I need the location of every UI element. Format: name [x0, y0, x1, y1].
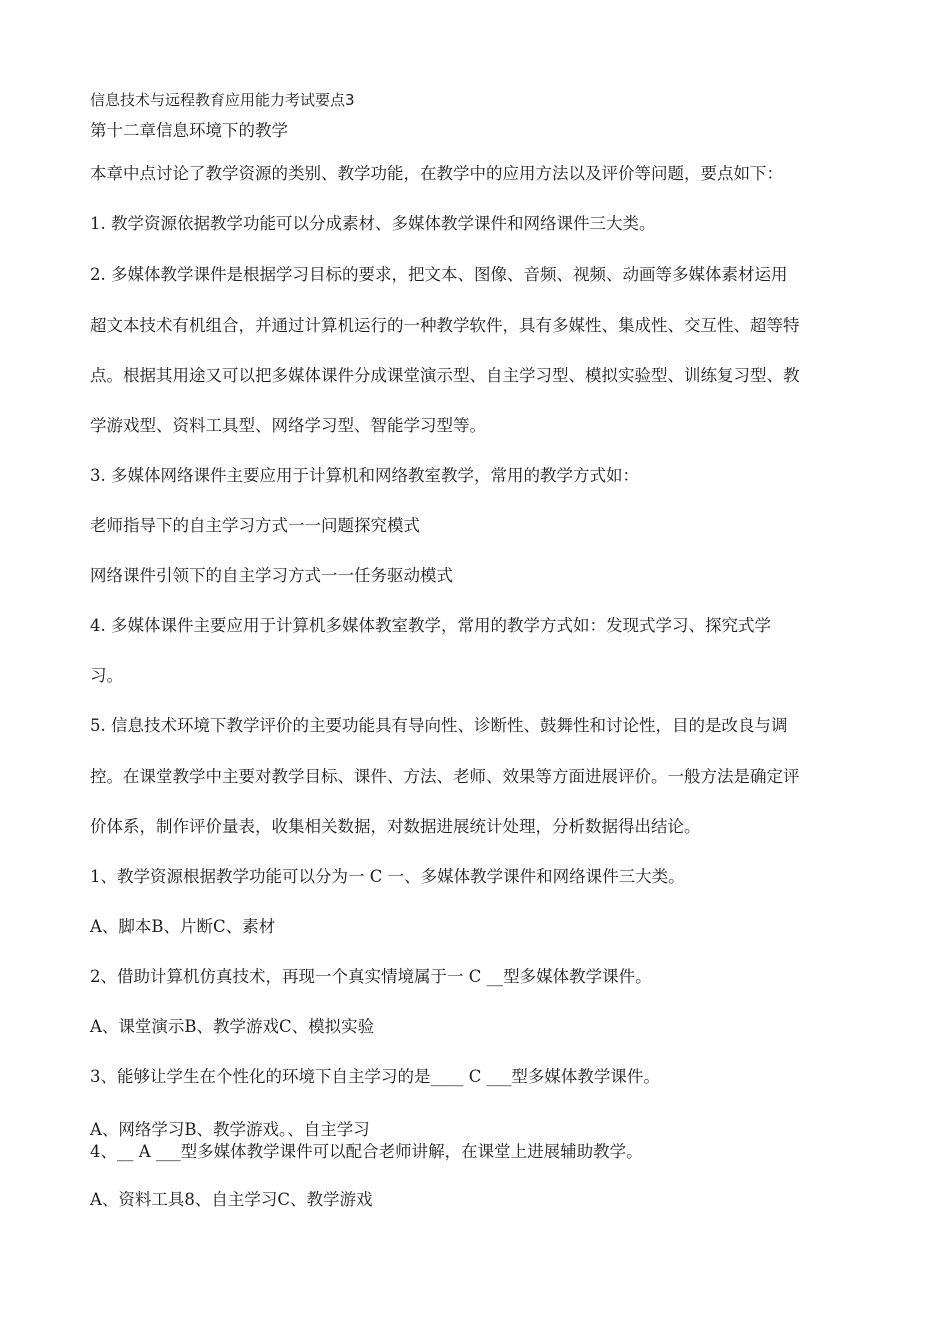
point-3: 3. 多媒体网络课件主要应用于计算机和网络教室教学，常用的教学方式如： — [90, 466, 639, 485]
point-4-line-1: 4. 多媒体课件主要应用于计算机多媒体教室教学，常用的教学方式如：发现式学习、探究式学 — [90, 616, 771, 635]
chapter-heading: 第十二章信息环境下的教学 — [90, 121, 288, 140]
intro-paragraph: 本章中点讨论了教学资源的类别、教学功能，在教学中的应用方法以及评价等问题，要点如下： — [90, 164, 783, 183]
point-5-line-1: 5. 信息技术环境下教学评价的主要功能具有导向性、诊断性、鼓舞性和讨论性，目的是改良与调 — [90, 716, 788, 735]
question-1-options: A、脚本B、片断C、素材 — [90, 917, 276, 936]
point-3-mode-b: 网络课件引领下的自主学习方式一一任务驱动模式 — [90, 566, 453, 585]
point-2-line-3: 点。根据其用途又可以把多媒体课件分成课堂演示型、自主学习型、模拟实验型、训练复习型、教 — [90, 366, 800, 385]
point-2-line-2: 超文本技术有机组合，并通过计算机运行的一种教学软件，具有多媒性、集成性、交互性、超等特 — [90, 316, 800, 335]
point-3-mode-a: 老师指导下的自主学习方式一一问题探究模式 — [90, 516, 420, 535]
doc-title: 信息技术与远程教育应用能力考试要点3 — [90, 91, 355, 109]
point-2-line-4: 学游戏型、资料工具型、网络学习型、智能学习型等。 — [90, 416, 486, 435]
question-2: 2、借助计算机仿真技术，再现一个真实情境属于一 C __型多媒体教学课件。 — [90, 967, 652, 986]
point-5-line-2: 控。在课堂教学中主要对教学目标、课件、方法、老师、效果等方面进展评价。一般方法是确定评 — [90, 767, 800, 786]
question-2-options: A、课堂演示B、教学游戏C、模拟实验 — [90, 1017, 375, 1036]
question-4: 4、__ A ___型多媒体教学课件可以配合老师讲解，在课堂上进展辅助教学。 — [90, 1142, 643, 1161]
question-3: 3、能够让学生在个性化的环境下自主学习的是____ C ___型多媒体教学课件。 — [90, 1067, 660, 1086]
point-1: 1. 教学资源依据教学功能可以分成素材、多媒体教学课件和网络课件三大类。 — [90, 214, 656, 233]
question-3-options: A、网络学习B、教学游戏。、自主学习 — [90, 1120, 370, 1139]
point-5-line-3: 价体系，制作评价量表，收集相关数据，对数据进展统计处理，分析数据得出结论。 — [90, 817, 701, 836]
question-1: 1、教学资源根据教学功能可以分为一 C 一、多媒体教学课件和网络课件三大类。 — [90, 867, 685, 886]
question-4-options: A、资料工具8、自主学习C、教学游戏 — [90, 1190, 373, 1209]
point-4-line-2: 习。 — [90, 666, 123, 685]
point-2-line-1: 2. 多媒体教学课件是根据学习目标的要求，把文本、图像、音频、视频、动画等多媒体素材运用 — [90, 265, 788, 284]
